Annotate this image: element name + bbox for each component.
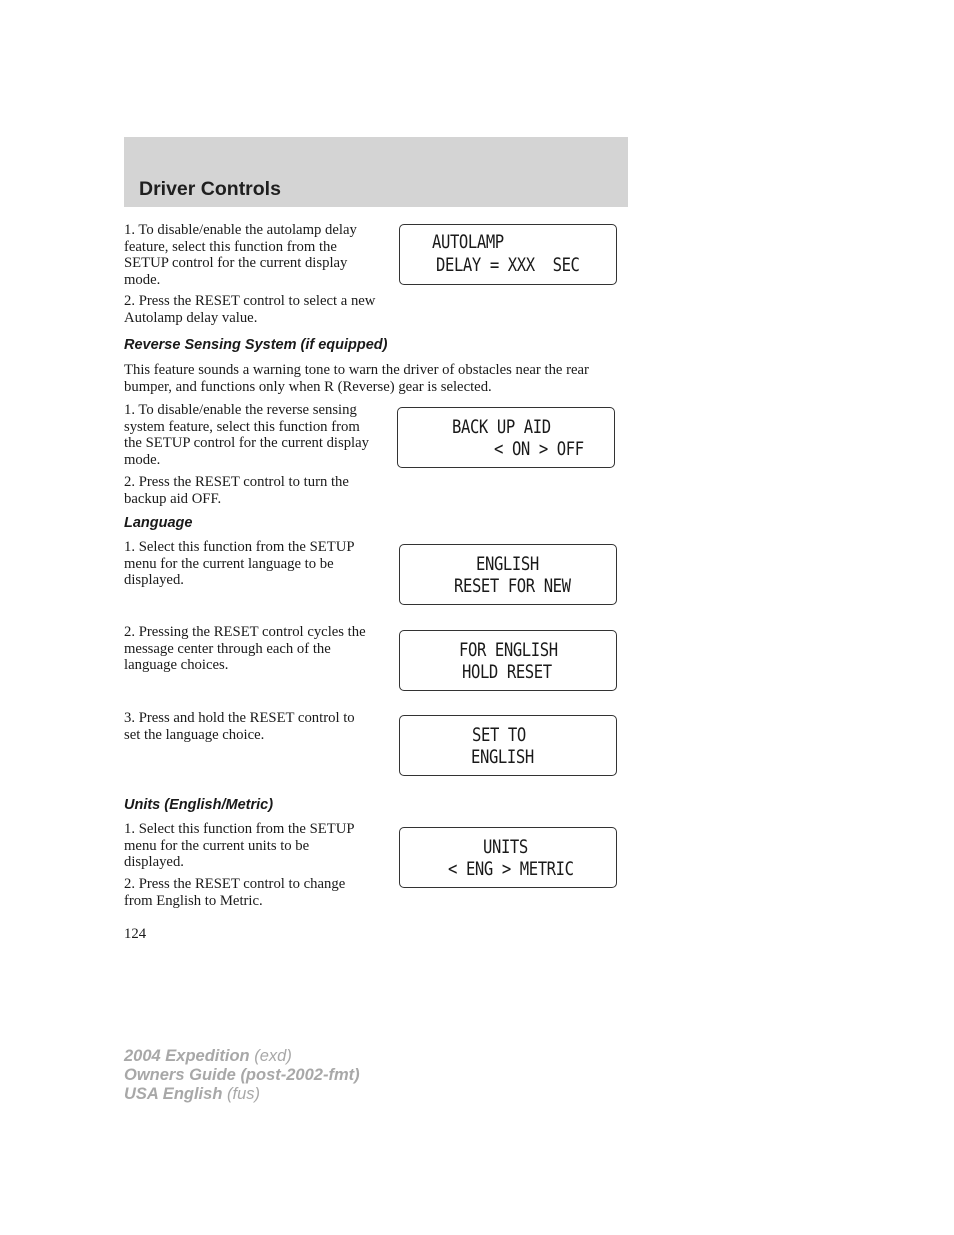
footer-guide: Owners Guide (post-2002-fmt) [124,1066,360,1084]
language-step-1: 1. Select this function from the SETUP menu for the current language to be displayed. [124,539,354,588]
units-display-line-2: < ENG > METRIC [448,858,574,880]
footer-model-code: (exd) [254,1047,292,1065]
autolamp-display-line-1: AUTOLAMP [432,231,504,253]
autolamp-display [399,224,617,285]
document-footer [124,1047,360,1104]
language-display-2-line-1: FOR ENGLISH [459,639,558,661]
language-display-3-line-1: SET TO [472,724,526,746]
units-display-line-1: UNITS [483,836,528,858]
footer-model: 2004 Expedition [124,1047,250,1065]
backup-aid-display [397,407,615,468]
language-display-set [399,715,617,776]
backup-aid-display-line-2: < ON > OFF [494,438,584,460]
autolamp-step-1: 1. To disable/enable the autolamp delay feature, select this function from the SETUP control for the current display mode. [124,222,357,288]
language-step-2: 2. Pressing the RESET control cycles the message center through each of the language choices. [124,624,366,673]
language-display-2-line-2: HOLD RESET [462,661,552,683]
language-heading: Language [124,515,193,531]
reverse-step-2: 2. Press the RESET control to turn the backup aid OFF. [124,474,349,507]
reverse-sensing-intro: This feature sounds a warning tone to warn the driver of obstacles near the rear bumper, and functions only when R (Reverse) gear is selected. [124,362,589,395]
language-display-1-line-1: ENGLISH [476,553,539,575]
language-display-3-line-2: ENGLISH [471,746,534,768]
units-display [399,827,617,888]
page-number: 124 [124,926,147,942]
reverse-sensing-heading: Reverse Sensing System (if equipped) [124,337,388,353]
footer-line-1 [124,1047,360,1066]
autolamp-step-2: 2. Press the RESET control to select a new Autolamp delay value. [124,293,376,326]
backup-aid-display-line-1: BACK UP AID [452,416,551,438]
language-display-hold-reset [399,630,617,691]
language-display-1-line-2: RESET FOR NEW [454,575,571,597]
units-step-1: 1. Select this function from the SETUP menu for the current units to be displayed. [124,821,354,870]
footer-line-2 [124,1066,360,1085]
autolamp-display-line-2: DELAY = XXX SEC [436,254,580,276]
footer-language-code: (fus) [227,1085,260,1103]
units-step-2: 2. Press the RESET control to change from English to Metric. [124,876,346,909]
section-title: Driver Controls [139,178,281,200]
section-header-band [124,137,628,207]
language-display-english [399,544,617,605]
language-step-3: 3. Press and hold the RESET control to set the language choice. [124,710,355,743]
footer-line-3 [124,1085,360,1104]
reverse-step-1: 1. To disable/enable the reverse sensing system feature, select this function from the SETUP control for the current display mode. [124,402,370,468]
units-heading: Units (English/Metric) [124,797,274,813]
footer-language: USA English [124,1085,223,1103]
